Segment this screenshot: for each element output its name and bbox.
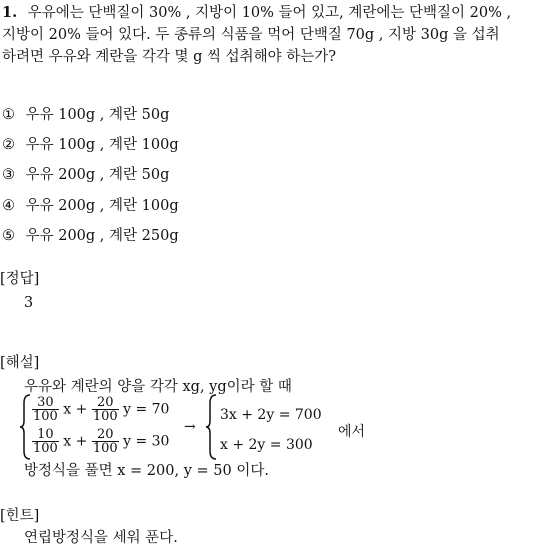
- solution-intro: 우유와 계란의 양을 각각 xg, yg이라 할 때: [24, 379, 292, 395]
- left-brace-1: [20, 393, 32, 461]
- choice-text: 우유 200g , 계란 50g: [25, 167, 170, 183]
- choice-1[interactable]: [2, 104, 169, 126]
- choice-marker: ⑤: [2, 228, 15, 244]
- choice-3[interactable]: [2, 164, 169, 186]
- denominator: 100: [92, 441, 118, 456]
- system2-equation-1: 3x + 2y = 700: [220, 407, 322, 423]
- choice-text: 우유 100g , 계란 100g: [25, 137, 179, 153]
- equation-system-block: [20, 393, 420, 461]
- left-brace-2: [206, 393, 218, 461]
- choice-4[interactable]: [2, 195, 179, 217]
- question-text-3: 하려면 우유와 계란을 각각 몇 g 씩 섭취해야 하는가?: [2, 49, 337, 65]
- numerator: 30: [32, 396, 59, 410]
- question-line-1: [2, 2, 511, 24]
- choice-marker: ②: [2, 137, 15, 153]
- choice-marker: ③: [2, 167, 15, 183]
- choice-text: 우유 200g , 계란 250g: [25, 228, 179, 244]
- choice-marker: ①: [2, 107, 15, 123]
- fraction: [92, 396, 119, 423]
- denominator: 100: [33, 441, 58, 456]
- question-text-1: 우유에는 단백질이 30% , 지방이 10% 들어 있고, 계란에는 단백질이 20% ,: [27, 5, 512, 21]
- choice-2[interactable]: [2, 134, 179, 156]
- numerator: 20: [92, 428, 119, 442]
- term: y = 70: [123, 401, 170, 418]
- term: x +: [63, 401, 88, 418]
- suffix-text: 에서: [338, 424, 366, 440]
- choice-text: 우유 200g , 계란 100g: [25, 198, 179, 214]
- numerator: 10: [32, 428, 59, 442]
- hint-text: 연립방정식을 세워 푼다.: [24, 530, 178, 546]
- solution-label: [해설]: [0, 355, 40, 371]
- denominator: 100: [92, 409, 118, 424]
- arrow-icon: →: [184, 419, 196, 435]
- system1-equation-2: [32, 428, 169, 455]
- term: y = 30: [123, 433, 170, 450]
- numerator: 20: [92, 396, 119, 410]
- choice-5[interactable]: [2, 225, 179, 247]
- system1-equation-1: [32, 396, 169, 423]
- fraction: [92, 428, 119, 455]
- term: x +: [63, 433, 88, 450]
- solution-conclusion: 방정식을 풀면 x = 200, y = 50 이다.: [24, 463, 269, 479]
- denominator: 100: [33, 409, 58, 424]
- question-text-2: 지방이 20% 들어 있다. 두 종류의 식품을 먹어 단백질 70g , 지방 30g 을 섭취: [2, 27, 500, 43]
- question-number: 1.: [2, 4, 18, 21]
- system2-equation-2: x + 2y = 300: [220, 437, 313, 453]
- answer-label: [정답]: [0, 271, 40, 287]
- choice-marker: ④: [2, 198, 15, 214]
- fraction: [32, 396, 59, 423]
- answer-value: 3: [24, 295, 34, 311]
- fraction: [32, 428, 59, 455]
- hint-label: [힌트]: [0, 508, 40, 524]
- choice-text: 우유 100g , 계란 50g: [25, 107, 170, 123]
